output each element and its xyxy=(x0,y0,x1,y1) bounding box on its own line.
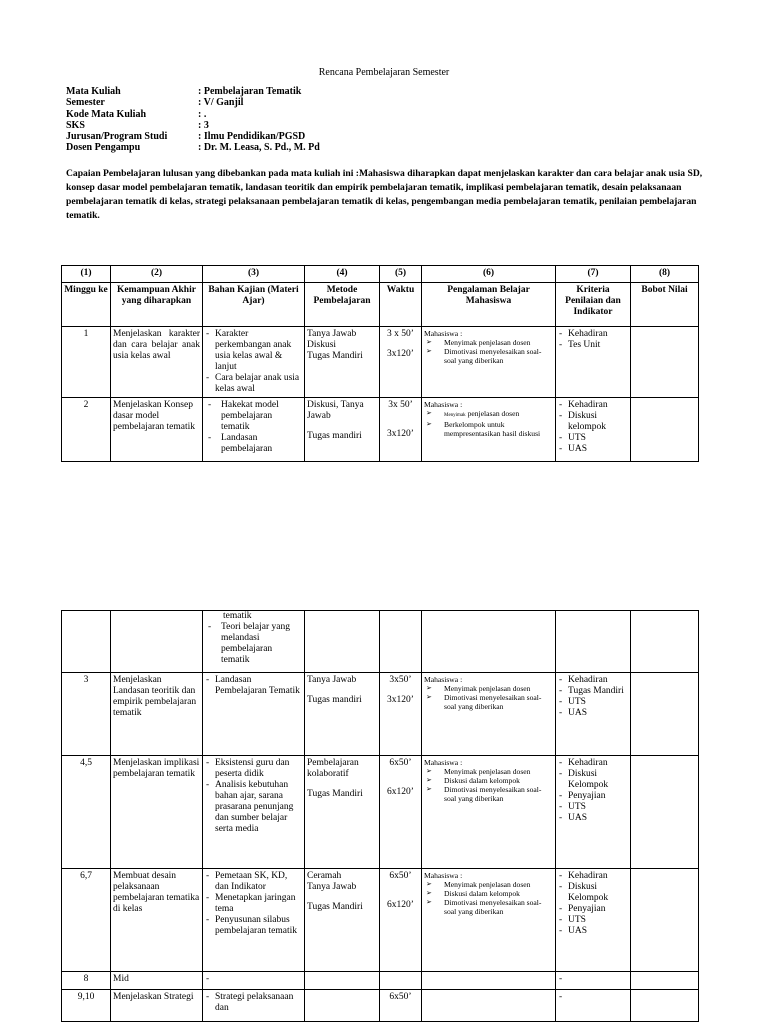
cell-kriteria xyxy=(556,611,631,673)
metode-item: Diskusi xyxy=(307,340,337,350)
waktu-item: 6x50’ xyxy=(389,871,412,881)
cell-bahan xyxy=(203,756,305,869)
cell-waktu xyxy=(380,990,422,1022)
info-value: : V/ Ganjil xyxy=(198,97,244,109)
cell-pengalaman xyxy=(422,972,556,990)
cell-kriteria xyxy=(556,990,631,1022)
cell-kemampuan: Menjelaskan Konsep dasar model pembelajaran tematik xyxy=(111,398,203,462)
waktu-item: 3x120’ xyxy=(387,349,414,359)
header-bahan: Bahan Kajian (Materi Ajar) xyxy=(203,283,305,327)
list-item: - Karakter perkembangan anak usia kelas awal & lanjut xyxy=(205,329,302,373)
cell-waktu xyxy=(380,869,422,972)
table-row xyxy=(62,756,699,869)
cell-metode xyxy=(305,673,380,756)
table-row xyxy=(62,869,699,972)
info-value: : . xyxy=(198,108,207,120)
cell-pengalaman xyxy=(422,611,556,673)
cell-pengalaman xyxy=(422,756,556,869)
list-item: - Kehadiran xyxy=(558,400,628,411)
pengalaman-head: Mahasiswa : xyxy=(424,400,463,409)
info-value: : Dr. M. Leasa, S. Pd., M. Pd xyxy=(198,142,320,154)
list-item: - Tugas Mandiri xyxy=(558,686,628,697)
header-row xyxy=(62,283,699,327)
waktu-item: 6x120’ xyxy=(387,900,414,910)
pengalaman-head: Mahasiswa : xyxy=(424,758,463,767)
list-item: ➢ Dimotivasi menyelesaikan soal-soal yang diberikan xyxy=(424,785,553,803)
info-key: Dosen Pengampu xyxy=(66,142,141,154)
metode-item: Diskusi, Tanya Jawab xyxy=(307,400,364,421)
list-item: ➢ Dimotivasi menyelesaikan soal-soal yang diberikan xyxy=(424,898,553,916)
column-number: (6) xyxy=(422,266,556,283)
column-number: (3) xyxy=(203,266,305,283)
cell-bobot xyxy=(631,869,699,972)
cell-minggu: 2 xyxy=(62,398,111,462)
cell-minggu: 9,10 xyxy=(62,990,111,1022)
list-item: ➢ Menyimak penjelasan dosen xyxy=(424,767,553,776)
cell-kriteria xyxy=(556,869,631,972)
list-item xyxy=(424,409,553,420)
list-item: ➢ Dimotivasi menyelesaikan soal-soal yang diberikan xyxy=(424,347,553,365)
list-item: - Diskusi kelompok xyxy=(558,411,628,433)
metode-item: Tanya Jawab xyxy=(307,882,357,892)
info-key: Kode Mata Kuliah xyxy=(66,108,147,120)
cell-kemampuan: Membuat desain pelaksanaan pembelajaran tematika di kelas xyxy=(111,869,203,972)
cell-kemampuan: Menjelaskan implikasi pembelajaran tematik xyxy=(111,756,203,869)
column-number: (2) xyxy=(111,266,203,283)
info-row xyxy=(66,97,320,108)
info-row xyxy=(66,131,320,142)
table-row xyxy=(62,611,699,673)
rps-table-page-2 xyxy=(61,610,699,1022)
cell-minggu: 3 xyxy=(62,673,111,756)
list-item: ➢ Diskusi dalam kelompok xyxy=(424,889,553,898)
list-item: - UAS xyxy=(558,708,628,719)
header-kemampuan: Kemampuan Akhir yang diharapkan xyxy=(111,283,203,327)
cell-waktu xyxy=(380,398,422,462)
cell-minggu: 4,5 xyxy=(62,756,111,869)
metode-item: Ceramah xyxy=(307,871,342,881)
cell-metode xyxy=(305,327,380,398)
info-key: Semester xyxy=(66,97,105,109)
cell-pengalaman xyxy=(422,990,556,1022)
list-item: - UTS xyxy=(558,433,628,444)
list-item: - UAS xyxy=(558,813,628,824)
cell-bobot xyxy=(631,398,699,462)
cell-bahan xyxy=(203,327,305,398)
metode-item: Pembelajaran kolaboratif xyxy=(307,758,359,779)
info-key: Jurusan/Program Studi xyxy=(66,131,168,143)
cell-pengalaman xyxy=(422,869,556,972)
metode-item: Tugas Mandiri xyxy=(307,351,363,361)
waktu-item: 3x50’ xyxy=(389,675,412,685)
list-item: - UTS xyxy=(558,697,628,708)
cell-kemampuan: Menjelaskan karakter dan cara belajar anak usia kelas awal xyxy=(111,327,203,398)
header-bobot: Bobot Nilai xyxy=(631,283,699,327)
list-item: - UAS xyxy=(558,926,628,937)
info-value: : Pembelajaran Tematik xyxy=(198,86,302,97)
list-item: - Menetapkan jaringan tema xyxy=(205,893,302,915)
header-waktu: Waktu xyxy=(380,283,422,327)
list-item: - Cara belajar anak usia kelas awal xyxy=(205,373,302,395)
waktu-item: 6x50’ xyxy=(389,992,412,1002)
cell-bobot xyxy=(631,990,699,1022)
cell-waktu xyxy=(380,756,422,869)
cell-bobot xyxy=(631,611,699,673)
list-item: - UTS xyxy=(558,802,628,813)
cell-pengalaman xyxy=(422,398,556,462)
cell-bahan xyxy=(203,990,305,1022)
list-item: - Analisis kebutuhan bahan ajar, sarana prasarana penunjang dan sumber belajar serta media xyxy=(205,780,302,835)
learning-outcome-paragraph: Capaian Pembelajaran lulusan yang dibebankan pada mata kuliah ini :Mahasiswa diharapkan dapat menjelaskan karakter dan cara belajar anak usia SD, konsep dasar model pembelajaran tematik, landasan teoritik dan empirik pembelajaran tematik, implikasi pembelajaran tematik, desain pelaksanaan pembelajaran tematik di kelas, strategi pelaksanaan pembelajaran tematik di kelas, pengembangan media pembelajaran tematik, penilaian pembelajaran tematik. xyxy=(66,168,703,221)
list-item: ➢ Menyimak penjelasan dosen xyxy=(424,684,553,693)
list-item: - Landasan Pembelajaran Tematik xyxy=(205,675,302,697)
cell-metode xyxy=(305,756,380,869)
column-number: (5) xyxy=(380,266,422,283)
list-item: - Diskusi Kelompok xyxy=(558,769,628,791)
cell-kemampuan: Menjelaskan Strategi xyxy=(111,990,203,1022)
list-item: - Diskusi Kelompok xyxy=(558,882,628,904)
bahan-continued: tematik xyxy=(223,611,252,621)
cell-bahan xyxy=(203,398,305,462)
cell-waktu xyxy=(380,611,422,673)
cell-bobot xyxy=(631,972,699,990)
cell-kriteria xyxy=(556,756,631,869)
info-row xyxy=(66,86,320,97)
list-item: - UTS xyxy=(558,915,628,926)
info-key: SKS xyxy=(66,119,85,131)
tiny-text: Menyimak xyxy=(444,413,466,418)
waktu-item: 3x 50’ xyxy=(388,400,413,410)
column-number: (7) xyxy=(556,266,631,283)
cell-bahan xyxy=(203,972,305,990)
list-item: ➢ Menyimak penjelasan dosen xyxy=(424,880,553,889)
list-item: - Kehadiran xyxy=(558,329,628,340)
list-item: - Kehadiran xyxy=(558,871,628,882)
list-item: - UAS xyxy=(558,444,628,455)
pengalaman-head: Mahasiswa : xyxy=(424,871,463,880)
info-key: Mata Kuliah xyxy=(66,86,121,97)
course-info xyxy=(66,86,320,154)
list-item: - Eksistensi guru dan peserta didik xyxy=(205,758,302,780)
cell-waktu xyxy=(380,327,422,398)
list-item: - Pemetaan SK, KD, dan Indikator xyxy=(205,871,302,893)
cell-kemampuan: Mid xyxy=(111,972,203,990)
waktu-item: 3x120’ xyxy=(387,429,414,439)
table-row xyxy=(62,398,699,462)
list-item: ➢ Menyimak penjelasan dosen xyxy=(424,338,553,347)
waktu-item: 3x120’ xyxy=(387,695,414,705)
header-metode: Metode Pembelajaran xyxy=(305,283,380,327)
list-item: - Kehadiran xyxy=(558,675,628,686)
cell-kriteria xyxy=(556,673,631,756)
list-item: ➢ Dimotivasi menyelesaikan soal-soal yang diberikan xyxy=(424,693,553,711)
table-row xyxy=(62,990,699,1022)
metode-item: Tugas Mandiri xyxy=(307,902,363,912)
rps-table-page-1 xyxy=(61,265,699,462)
cell-minggu: 8 xyxy=(62,972,111,990)
document-title: Rencana Pembelajaran Semester xyxy=(318,67,450,78)
column-number: (1) xyxy=(62,266,111,283)
column-number-row xyxy=(62,266,699,283)
pengalaman-head: Mahasiswa : xyxy=(424,329,463,338)
cell-metode xyxy=(305,398,380,462)
cell-bobot xyxy=(631,756,699,869)
cell-metode xyxy=(305,869,380,972)
table-row xyxy=(62,327,699,398)
table-row xyxy=(62,972,699,990)
cell-kriteria xyxy=(556,398,631,462)
cell-pengalaman xyxy=(422,673,556,756)
list-item: - Penyajian xyxy=(558,791,628,802)
cell-bahan xyxy=(203,611,305,673)
cell-minggu xyxy=(62,611,111,673)
header-pengalaman: Pengalaman Belajar Mahasiswa xyxy=(422,283,556,327)
waktu-item: 6x120’ xyxy=(387,787,414,797)
list-item: ➢ Berkelompok untuk mempresentasikan hasil diskusi xyxy=(424,420,553,438)
waktu-item: 6x50’ xyxy=(389,758,412,768)
cell-minggu: 6,7 xyxy=(62,869,111,972)
list-item: - Tes Unit xyxy=(558,340,628,351)
metode-item: Tugas mandiri xyxy=(307,695,362,705)
cell-minggu: 1 xyxy=(62,327,111,398)
list-item: - Hakekat model pembelajaran tematik xyxy=(205,400,302,433)
list-item: ➢ Diskusi dalam kelompok xyxy=(424,776,553,785)
header-kriteria: Kriteria Penilaian dan Indikator xyxy=(556,283,631,327)
cell-kriteria xyxy=(556,327,631,398)
list-item: - Kehadiran xyxy=(558,758,628,769)
list-item: - Teori belajar yang melandasi pembelajaran tematik xyxy=(205,622,302,666)
pengalaman-head: Mahasiswa : xyxy=(424,675,463,684)
column-number: (8) xyxy=(631,266,699,283)
header-minggu: Minggu ke xyxy=(62,283,111,327)
cell-kriteria xyxy=(556,972,631,990)
list-item: - Strategi pelaksanaan dan xyxy=(205,992,302,1014)
list-item: - Penyusunan silabus pembelajaran tematik xyxy=(205,915,302,937)
info-value: : Ilmu Pendidikan/PGSD xyxy=(198,131,306,143)
cell-bahan xyxy=(203,869,305,972)
item-text: penjelasan dosen xyxy=(467,409,520,418)
column-number: (4) xyxy=(305,266,380,283)
cell-pengalaman xyxy=(422,327,556,398)
cell-bobot xyxy=(631,327,699,398)
cell-waktu xyxy=(380,673,422,756)
cell-waktu xyxy=(380,972,422,990)
cell-bobot xyxy=(631,673,699,756)
cell-metode xyxy=(305,990,380,1022)
metode-item: Tugas Mandiri xyxy=(307,789,363,799)
table-row xyxy=(62,673,699,756)
cell-kemampuan: Menjelaskan Landasan teoritik dan empirik pembelajaran tematik xyxy=(111,673,203,756)
cell-metode xyxy=(305,611,380,673)
info-row xyxy=(66,109,320,120)
list-item: - Penyajian xyxy=(558,904,628,915)
cell-kemampuan xyxy=(111,611,203,673)
metode-item: Tugas mandiri xyxy=(307,431,362,441)
cell-bahan xyxy=(203,673,305,756)
info-row xyxy=(66,142,320,153)
waktu-item: 3 x 50’ xyxy=(387,329,414,339)
info-row xyxy=(66,120,320,131)
metode-item: Tanya Jawab xyxy=(307,329,357,339)
cell-metode xyxy=(305,972,380,990)
info-value: : 3 xyxy=(198,119,209,131)
metode-item: Tanya Jawab xyxy=(307,675,357,685)
list-item: - Landasan pembelajaran xyxy=(205,433,302,455)
